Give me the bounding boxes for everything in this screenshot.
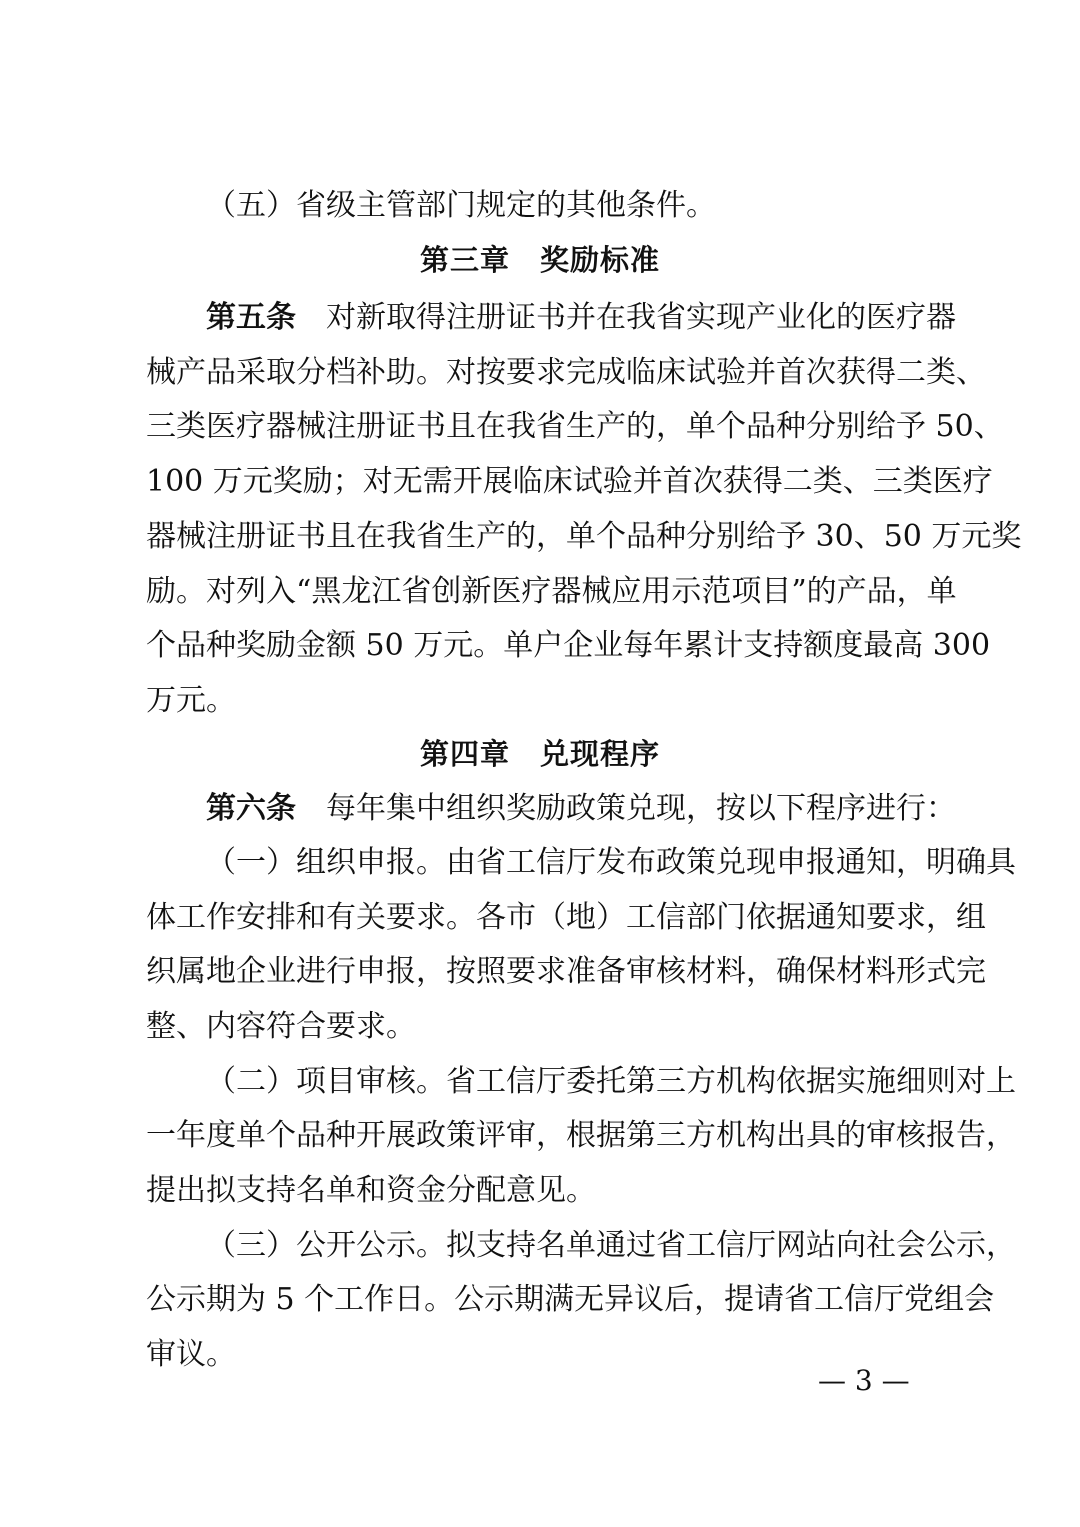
procedure-1-line: 整、内容符合要求。 bbox=[146, 1009, 416, 1044]
procedure-2-line: （二）项目审核。省工信厅委托第三方机构依据实施细则对上 bbox=[206, 1064, 1016, 1099]
article-6-text: 每年集中组织奖励政策兑现，按以下程序进行： bbox=[326, 791, 956, 826]
article-5-text-line: 器械注册证书且在我省生产的，单个品种分别给予 30、50 万元奖 bbox=[146, 519, 1022, 554]
article-5-text-line: 三类医疗器械注册证书且在我省生产的，单个品种分别给予 50、 bbox=[146, 409, 1004, 444]
chapter-3-title: 奖励标准 bbox=[540, 243, 661, 277]
procedure-1-line: （一）组织申报。由省工信厅发布政策兑现申报通知，明确具 bbox=[206, 845, 1016, 880]
article-5-label: 第五条 bbox=[206, 300, 296, 335]
article-5-text-line: 100 万元奖励；对无需开展临床试验并首次获得二类、三类医疗 bbox=[146, 464, 993, 499]
article-5-text-line: 械产品采取分档补助。对按要求完成临床试验并首次获得二类、 bbox=[146, 355, 986, 390]
procedure-2-line: 提出拟支持名单和资金分配意见。 bbox=[146, 1173, 596, 1208]
procedure-3-line: 审议。 bbox=[146, 1337, 236, 1372]
article-5-text-line: 个品种奖励金额 50 万元。单户企业每年累计支持额度最高 300 bbox=[146, 628, 991, 663]
article-5-text-line: 万元。 bbox=[146, 683, 236, 718]
procedure-2-line: 一年度单个品种开展政策评审，根据第三方机构出具的审核报告， bbox=[146, 1118, 1016, 1153]
procedure-1-line: 织属地企业进行申报，按照要求准备审核材料，确保材料形式完 bbox=[146, 954, 986, 989]
chapter-3-label: 第三章 bbox=[419, 243, 510, 277]
page-number: — 3 — bbox=[818, 1364, 910, 1397]
article-5-text-line: 励。对列入“黑龙江省创新医疗器械应用示范项目”的产品，单 bbox=[146, 574, 957, 609]
chapter-4-heading bbox=[0, 734, 1080, 774]
item-5-paragraph: （五）省级主管部门规定的其他条件。 bbox=[206, 188, 716, 223]
procedure-3-line: 公示期为 5 个工作日。公示期满无异议后，提请省工信厅党组会 bbox=[146, 1282, 995, 1317]
procedure-3-line: （三）公开公示。拟支持名单通过省工信厅网站向社会公示， bbox=[206, 1228, 1016, 1263]
article-5-text-line: 对新取得注册证书并在我省实现产业化的医疗器 bbox=[326, 300, 956, 335]
chapter-3-heading bbox=[0, 240, 1080, 280]
article-5-first-line bbox=[0, 298, 1080, 338]
article-6-paragraph bbox=[0, 789, 1080, 829]
chapter-4-label: 第四章 bbox=[419, 737, 510, 771]
procedure-1-line: 体工作安排和有关要求。各市（地）工信部门依据通知要求，组 bbox=[146, 900, 986, 935]
chapter-4-title: 兑现程序 bbox=[540, 737, 661, 771]
article-6-label: 第六条 bbox=[206, 791, 296, 826]
